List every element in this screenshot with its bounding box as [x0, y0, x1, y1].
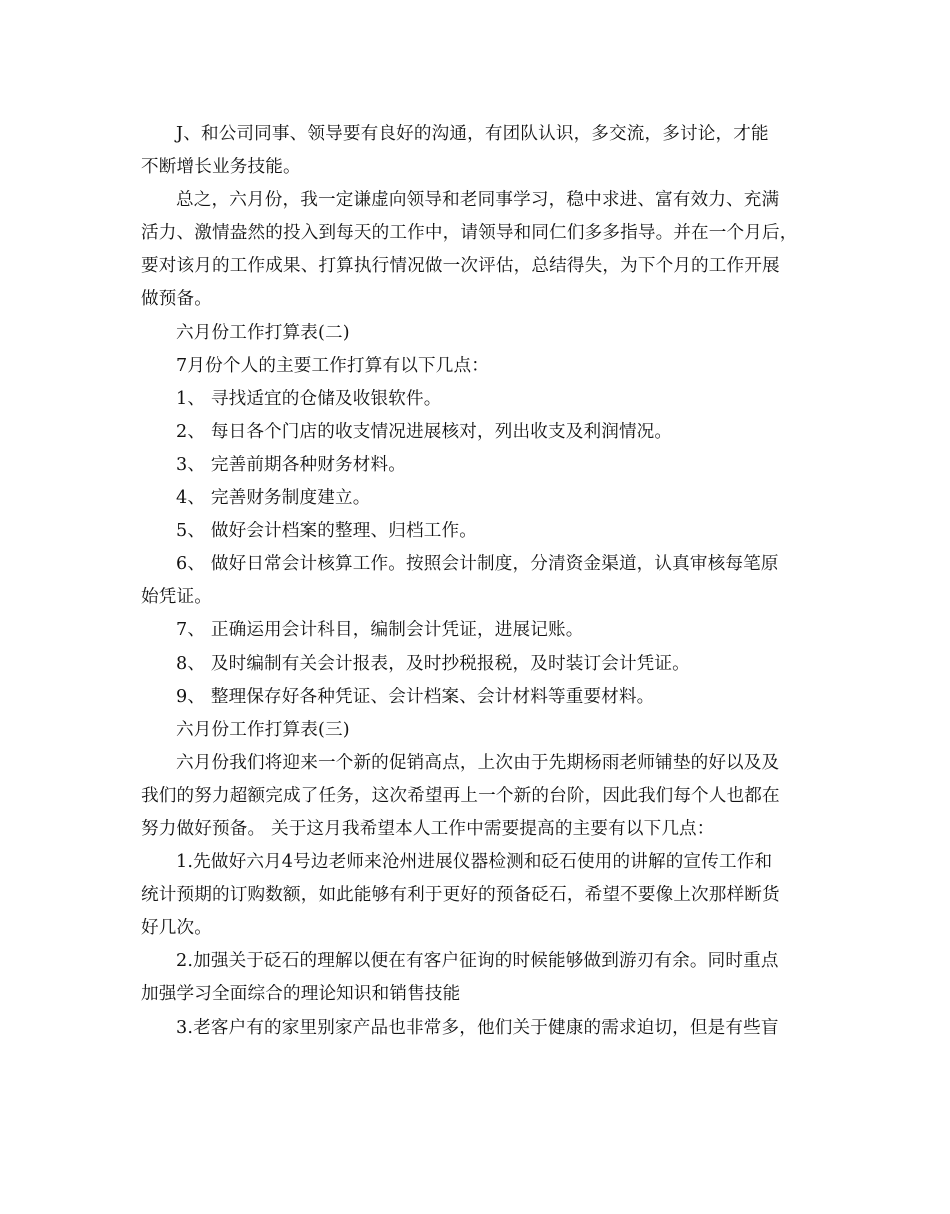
text-line: 做预备。: [141, 289, 212, 310]
text-line: 总之，六月份，我一定谦虚向领导和老同事学习，稳中求进、富有效力、充满: [176, 190, 780, 211]
text-line: 始凭证。: [141, 587, 212, 608]
list-item: 7、 正确运用会计科目，编制会计凭证，进展记账。: [176, 620, 584, 641]
section-heading: 六月份工作打算表(三): [176, 719, 350, 740]
list-item: 1.先做好六月4号边老师来沧州进展仪器检测和砭石使用的讲解的宣传工作和: [176, 852, 773, 873]
list-item: 3.老客户有的家里别家产品也非常多，他们关于健康的需求迫切，但是有些盲: [176, 1017, 779, 1038]
text-line: 不断增长业务技能。: [141, 157, 301, 178]
list-item: 6、 做好日常会计核算工作。按照会计制度，分清资金渠道，认真审核每笔原: [176, 554, 779, 575]
text-line: 我们的努力超额完成了任务，这次希望再上一个新的台阶，因此我们每个人也都在: [141, 785, 780, 806]
text-line: J、和公司同事、领导要有良好的沟通，有团队认识，多交流，多讨论，才能: [176, 124, 769, 144]
document-body: [141, 118, 821, 1045]
text-line: 加强学习全面综合的理论知识和销售技能: [141, 984, 461, 1005]
list-item: 1、 寻找适宜的仓储及收银软件。: [176, 388, 442, 409]
list-item: 9、 整理保存好各种凭证、会计档案、会计材料等重要材料。: [176, 686, 655, 707]
text-line: 六月份我们将迎来一个新的促销高点，上次由于先期杨雨老师铺垫的好以及及: [176, 752, 780, 773]
list-item: 5、 做好会计档案的整理、归档工作。: [176, 521, 477, 542]
list-item: 3、 完善前期各种财务材料。: [176, 454, 407, 475]
text-line: 好几次。: [141, 918, 212, 939]
text-line: 要对该月的工作成果、打算执行情况做一次评估，总结得失，为下个月的工作开展: [141, 256, 780, 277]
text-line: 努力做好预备。 关于这月我希望本人工作中需要提高的主要有以下几点：: [141, 818, 715, 839]
list-item: 2、 每日各个门店的收支情况进展核对，列出收支及利润情况。: [176, 421, 673, 442]
list-item: 4、 完善财务制度建立。: [176, 488, 371, 509]
text-line: 7月份个人的主要工作打算有以下几点：: [176, 355, 489, 376]
list-item: 8、 及时编制有关会计报表，及时抄税报税，及时装订会计凭证。: [176, 653, 690, 674]
text-line: 活力、激情盎然的投入到每天的工作中，请领导和同仁们多多指导。并在一个月后，: [141, 223, 798, 244]
text-line: 统计预期的订购数额，如此能够有利于更好的预备砭石，希望不要像上次那样断货: [141, 885, 780, 906]
list-item: 2.加强关于砭石的理解以便在有客户征询的时候能够做到游刃有余。同时重点: [176, 951, 779, 972]
section-heading: 六月份工作打算表(二): [176, 322, 350, 343]
